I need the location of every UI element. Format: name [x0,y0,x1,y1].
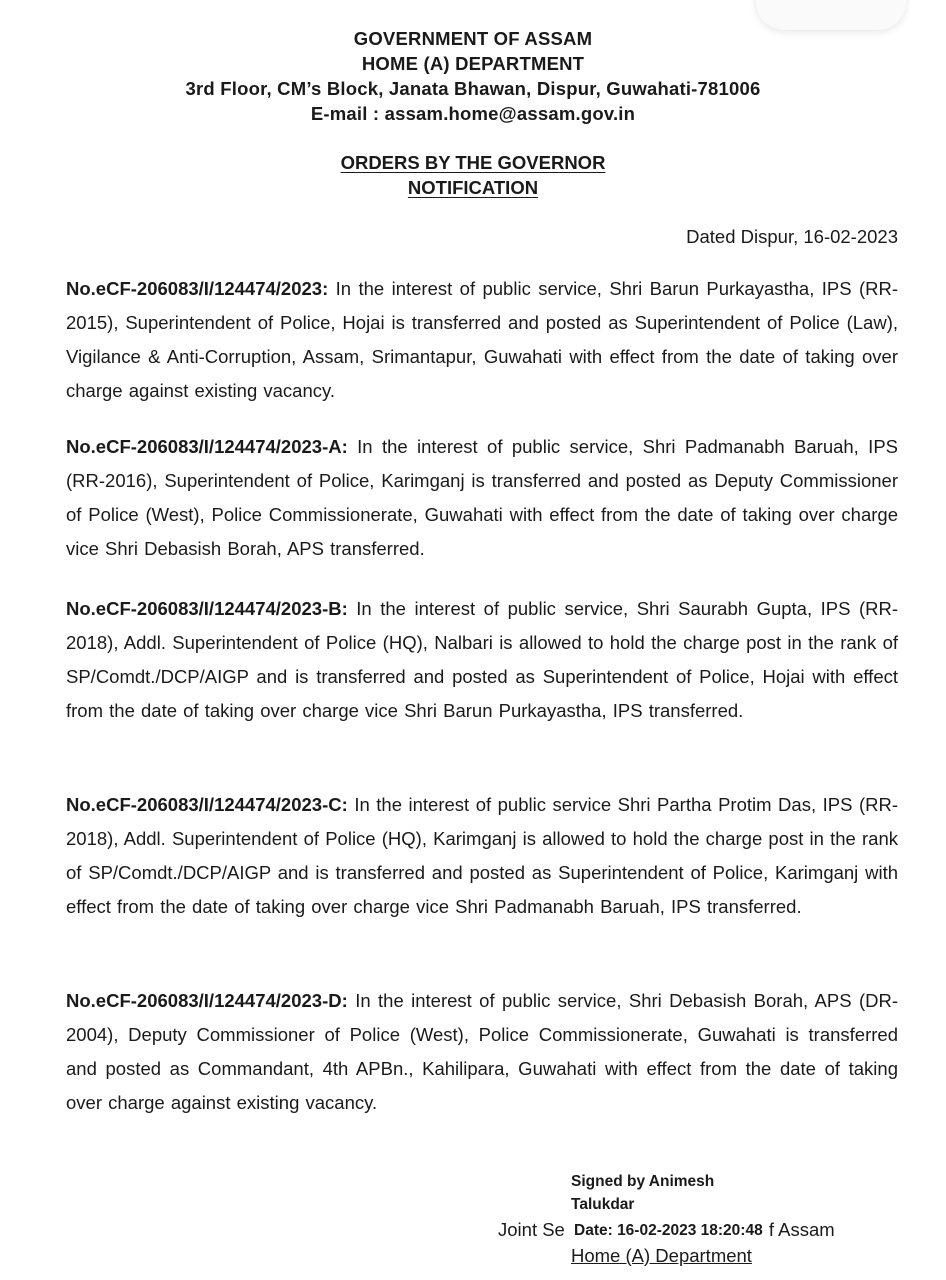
order-paragraph [66,984,898,1120]
digital-signature [571,1170,714,1216]
dated-line: Dated Dispur, 16-02-2023 [686,226,898,247]
signatory-department: Home (A) Department [571,1245,752,1266]
designation-left: Joint Se [498,1219,565,1240]
email: E-mail : assam.home@assam.gov.in [310,103,636,124]
order-paragraph [66,788,898,924]
order-text: In the interest of public service, Shri Barun Purkayastha, IPS (RR-2015), Superintendent of Police, Hojai is transferred and posted as Superintendent of Police (Law), Vigilance & Anti-Corruption, Assam, Srimantapur, Guwahati with effect from the date of taking over charge against existing vacancy. [66,278,899,401]
department-name: HOME (A) DEPARTMENT [361,53,585,74]
order-text: In the interest of public service Shri Partha Protim Das, IPS (RR-2018), Addl. Superintendent of Police (HQ), Karimganj is allowed to hold the charge post in the rank of SP/Comdt./DCP/AIGP and is transferred and posted as Superintendent of Police, Karimganj with effect from the date of taking over charge vice Shri Padmanabh Baruah, IPS transferred. [66,794,898,917]
order-reference: No.eCF-206083/I/124474/2023-C: [66,794,348,815]
order-paragraph [66,430,898,566]
order-reference: No.eCF-206083/I/124474/2023-B: [66,598,348,619]
order-reference: No.eCF-206083/I/124474/2023-A: [66,436,348,457]
letterhead [0,26,946,126]
order-paragraph [66,592,898,728]
signed-by-line2: Talukdar [571,1196,635,1213]
order-reference: No.eCF-206083/I/124474/2023: [66,278,329,299]
order-text: In the interest of public service, Shri Saurabh Gupta, IPS (RR-2018), Addl. Superintendent of Police (HQ), Nalbari is allowed to hold the charge post in the rank of SP/Comdt./DCP/AIGP and is transferred and posted as Superintendent of Police, Hojai with effect from the date of taking over charge vice Shri Barun Purkayastha, IPS transferred. [66,598,898,721]
order-text: In the interest of public service, Shri Debasish Borah, APS (DR-2004), Deputy Commissioner of Police (West), Police Commissionerate, Guwahati is transferred and posted as Commandant, 4th APBn., Kahilipara, Guwahati with effect from the date of taking over charge against existing vacancy. [66,990,899,1113]
designation-right: f Assam [768,1219,835,1240]
signed-by-line1: Signed by Animesh [571,1173,715,1190]
order-text: In the interest of public service, Shri Padmanabh Baruah, IPS (RR-2016), Superintendent of Police, Karimganj is transferred and posted as Deputy Commissioner of Police (West), Police Commissionerate, Guwahati with effect from the date of taking over charge vice Shri Debasish Borah, APS transferred. [66,436,898,559]
order-title [0,150,946,200]
notification-heading: NOTIFICATION [407,177,539,198]
orders-heading: ORDERS BY THE GOVERNOR [340,152,606,173]
signature-date-stamp: Date: 16-02-2023 18:20:48 [574,1222,763,1239]
order-reference: No.eCF-206083/I/124474/2023-D: [66,990,348,1011]
address: 3rd Floor, CM’s Block, Janata Bhawan, Dispur, Guwahati-781006 [185,78,761,99]
government-name: GOVERNMENT OF ASSAM [353,28,593,49]
order-paragraph [66,272,898,408]
